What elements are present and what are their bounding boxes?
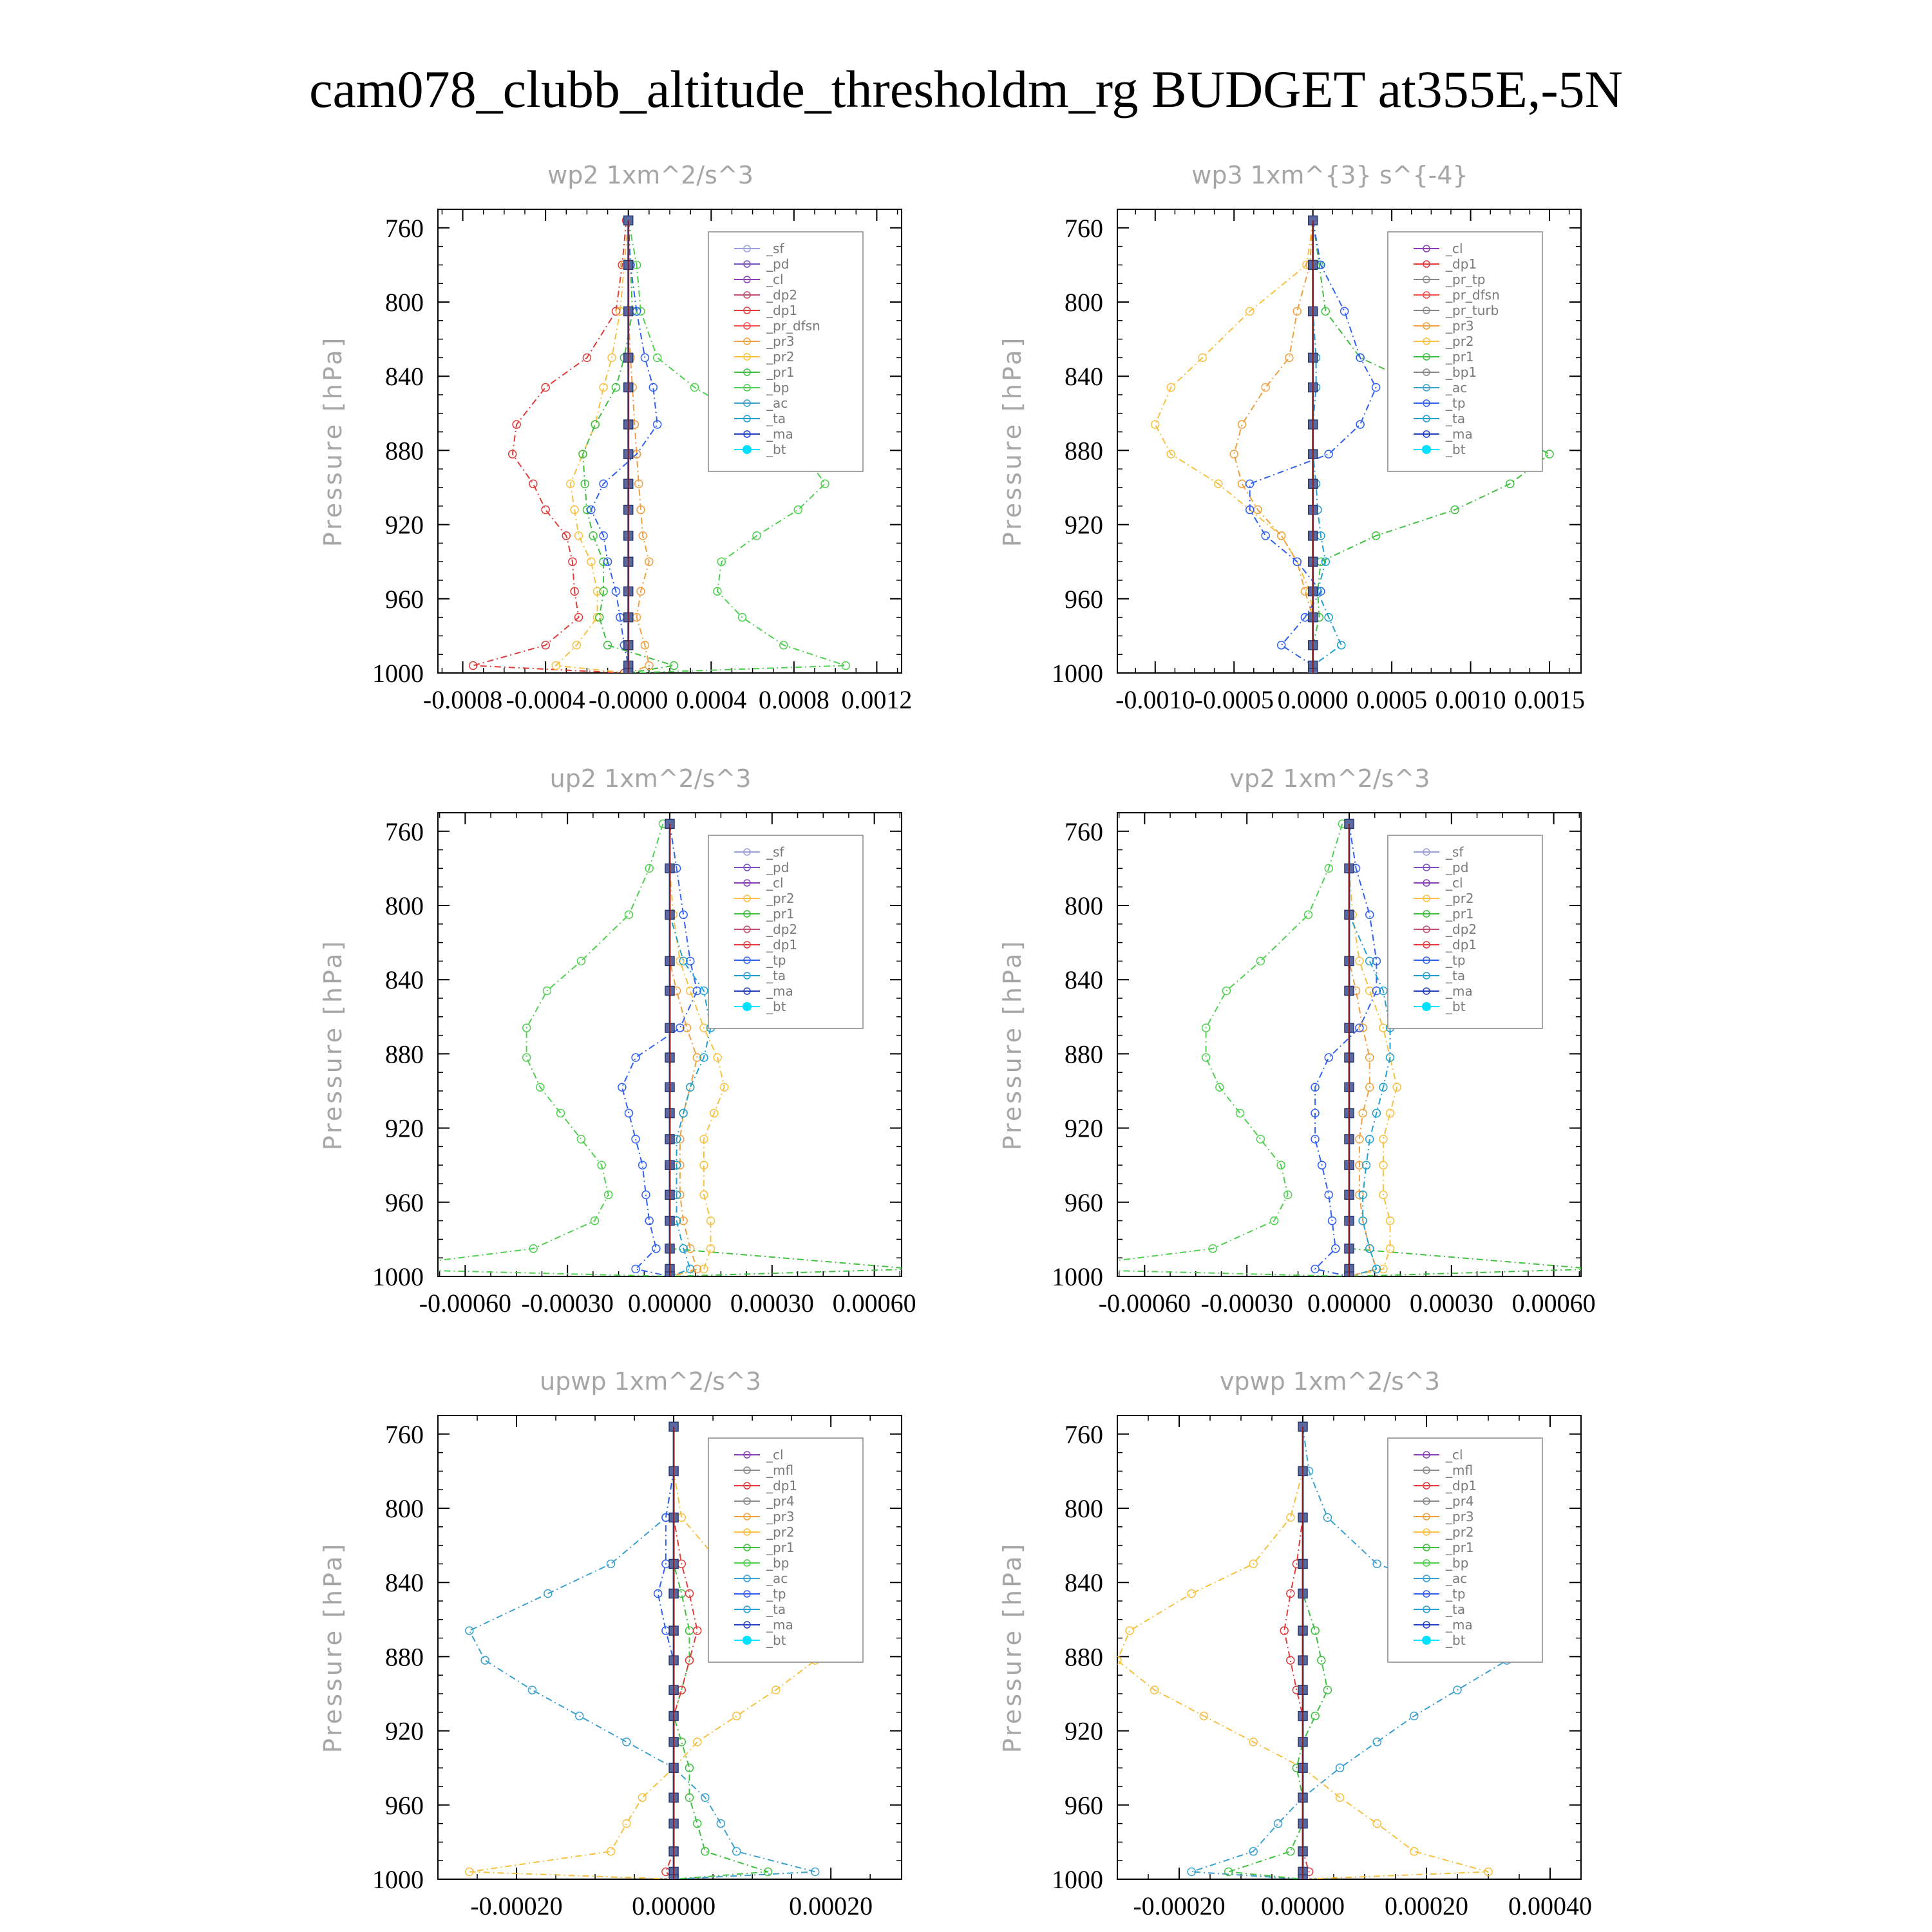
- data-point: [469, 661, 477, 669]
- legend-label: _pr3: [766, 1509, 795, 1524]
- data-point: [542, 383, 549, 391]
- legend-label: _tp: [766, 1586, 786, 1602]
- legend-label: _pr_tp: [1446, 272, 1486, 287]
- panel-title: wp2 1xm^2/s^3: [547, 161, 753, 189]
- series-line-pr2: [1155, 220, 1313, 673]
- chart-panel-2: [998, 161, 1585, 714]
- y-tick-label: 1000: [372, 1865, 424, 1894]
- legend-label: _dp1: [1446, 1478, 1477, 1493]
- data-point: [1287, 1513, 1294, 1521]
- y-tick-label: 760: [1065, 213, 1103, 243]
- x-tick-label: -0.0000: [589, 685, 668, 714]
- legend-marker: [743, 445, 752, 454]
- data-point: [733, 1712, 741, 1720]
- legend-label: _tp: [1446, 395, 1466, 411]
- legend-label: _dp2: [766, 287, 798, 303]
- legend-label: _ta: [766, 411, 786, 426]
- y-tick-label: 840: [385, 1568, 424, 1598]
- y-tick-label: 880: [385, 1039, 424, 1069]
- data-point: [652, 1245, 660, 1253]
- legend-label: _bt: [766, 1633, 786, 1648]
- y-tick-label: 800: [1065, 288, 1103, 317]
- data-point: [1373, 1560, 1381, 1567]
- y-axis-label: Pressure [hPa]: [998, 938, 1027, 1151]
- x-tick-label: -0.0010: [1115, 685, 1195, 714]
- data-point: [1301, 587, 1309, 595]
- y-tick-label: 880: [1065, 436, 1103, 466]
- x-tick-label: -0.00030: [1200, 1289, 1293, 1318]
- data-point: [1236, 1110, 1244, 1117]
- y-tick-label: 800: [1065, 1494, 1103, 1523]
- data-point: [1287, 1656, 1294, 1664]
- legend-label: _pr1: [766, 365, 795, 380]
- data-point: [654, 354, 661, 361]
- data-point: [1304, 911, 1312, 918]
- x-tick-label: 0.00060: [832, 1289, 916, 1318]
- panel-title: upwp 1xm^2/s^3: [540, 1367, 761, 1396]
- series-line-tp: [1313, 220, 1341, 673]
- y-tick-label: 760: [1065, 817, 1103, 846]
- data-point: [1151, 421, 1159, 428]
- y-tick-label: 760: [385, 817, 424, 846]
- data-point: [701, 1848, 709, 1855]
- x-tick-label: 0.0012: [841, 685, 913, 714]
- data-point: [529, 480, 537, 488]
- data-point: [607, 1560, 614, 1567]
- legend-label: _ta: [1446, 411, 1466, 426]
- data-point: [662, 1868, 670, 1875]
- y-tick-label: 760: [1065, 1419, 1103, 1449]
- x-tick-label: 0.0010: [1435, 685, 1506, 714]
- legend-marker: [743, 1636, 752, 1645]
- legend-label: _dp1: [1446, 256, 1477, 272]
- legend-marker: [1422, 1002, 1431, 1011]
- chart-panel-3: [319, 764, 919, 1318]
- data-point: [1410, 1848, 1418, 1855]
- data-point: [1256, 1135, 1264, 1143]
- y-tick-label: 1000: [372, 1262, 424, 1291]
- x-tick-label: 0.00020: [789, 1891, 873, 1920]
- data-point: [632, 1054, 639, 1061]
- legend-label: _ta: [1446, 1602, 1466, 1617]
- series-line-pr2: [670, 824, 697, 1276]
- data-point: [1323, 1686, 1331, 1694]
- legend-label: _ma: [1446, 426, 1473, 442]
- data-point: [1262, 532, 1269, 540]
- y-tick-label: 800: [1065, 891, 1103, 920]
- x-tick-label: 0.00020: [1385, 1891, 1468, 1920]
- data-point: [618, 1083, 626, 1091]
- x-tick-label: 0.00030: [730, 1289, 814, 1318]
- legend-label: _cl: [766, 272, 784, 287]
- y-tick-label: 840: [1065, 362, 1103, 392]
- legend-label: _sf: [1446, 844, 1464, 860]
- legend-marker: [1422, 1636, 1431, 1645]
- y-axis-label: Pressure [hPa]: [998, 335, 1027, 547]
- legend-label: _ta: [766, 968, 786, 983]
- y-tick-label: 960: [385, 1790, 424, 1820]
- data-point: [623, 1738, 630, 1746]
- legend-label: _dp1: [766, 937, 798, 952]
- x-tick-label: 0.00040: [1508, 1891, 1592, 1920]
- legend-label: _sf: [766, 241, 784, 256]
- legend-label: _cl: [1446, 241, 1463, 256]
- y-tick-label: 760: [385, 213, 424, 243]
- data-point: [638, 1794, 646, 1801]
- data-point: [794, 506, 802, 514]
- data-point: [1325, 450, 1332, 458]
- data-point: [604, 641, 612, 649]
- legend-label: _dp2: [766, 922, 798, 937]
- legend-label: _bp: [766, 1555, 790, 1571]
- series-line-ta: [622, 824, 697, 1276]
- y-tick-label: 760: [385, 1419, 424, 1449]
- data-point: [1311, 1135, 1319, 1143]
- legend-label: _pr1: [1446, 349, 1474, 365]
- y-tick-label: 1000: [1052, 1865, 1103, 1894]
- data-point: [1387, 1217, 1394, 1225]
- series-line-pr4: [666, 1426, 697, 1879]
- legend-marker: [743, 1002, 752, 1011]
- data-point: [632, 1265, 639, 1273]
- data-point: [625, 911, 632, 918]
- data-point: [1238, 480, 1245, 488]
- y-tick-label: 1000: [1052, 1262, 1103, 1291]
- legend-label: _ac: [766, 395, 788, 411]
- legend-label: _pr_dfsn: [766, 318, 820, 334]
- data-point: [1373, 1820, 1381, 1828]
- legend-label: _sf: [766, 844, 784, 860]
- x-tick-label: 0.00030: [1409, 1289, 1493, 1318]
- legend-label: _pr3: [1446, 1509, 1474, 1524]
- chart-panel-6: [998, 1367, 1592, 1920]
- y-axis-label: Pressure [hPa]: [319, 335, 347, 547]
- y-axis-label: Pressure [hPa]: [998, 1541, 1027, 1754]
- y-tick-label: 960: [385, 584, 424, 614]
- legend-label: _pd: [766, 860, 790, 875]
- data-point: [1318, 1656, 1325, 1664]
- panel-title: vpwp 1xm^2/s^3: [1219, 1367, 1441, 1396]
- chart-panel-5: [319, 1367, 902, 1920]
- x-tick-label: -0.00060: [1098, 1289, 1191, 1318]
- y-tick-label: 920: [1065, 1113, 1103, 1143]
- data-point: [542, 506, 549, 514]
- data-point: [717, 1820, 724, 1828]
- legend-label: _bp: [1446, 1555, 1469, 1571]
- data-point: [694, 1820, 701, 1828]
- data-point: [625, 1110, 632, 1117]
- data-point: [677, 1686, 685, 1694]
- data-point: [1387, 1110, 1394, 1117]
- legend-label: _pr2: [1446, 891, 1474, 906]
- legend-label: _pr3: [1446, 318, 1474, 334]
- data-point: [1262, 383, 1269, 391]
- y-tick-label: 800: [385, 1494, 424, 1523]
- series-line-pr3: [629, 220, 649, 673]
- data-point: [1202, 1054, 1210, 1061]
- legend-label: _cl: [766, 875, 784, 891]
- data-point: [1311, 1712, 1319, 1720]
- series-line-ma: [670, 824, 711, 1276]
- legend-label: _pr_dfsn: [1446, 287, 1500, 303]
- panel-title: wp3 1xm^{3} s^{-4}: [1191, 161, 1468, 189]
- y-tick-label: 960: [1065, 1790, 1103, 1820]
- series-line-ta: [1315, 824, 1376, 1276]
- data-point: [1379, 1161, 1387, 1169]
- legend-label: _pd: [766, 256, 790, 272]
- legend-label: _dp2: [1446, 922, 1477, 937]
- legend-label: _dp1: [766, 1478, 798, 1493]
- data-point: [1359, 1110, 1367, 1117]
- x-tick-label: 0.00000: [1307, 1289, 1391, 1318]
- legend-label: _pr4: [766, 1493, 795, 1509]
- figure-title: cam078_clubb_altitude_thresholdm_rg BUDGET at355E,-5N: [309, 60, 1623, 118]
- data-point: [577, 1135, 585, 1143]
- legend-label: _bt: [1446, 1633, 1466, 1648]
- data-point: [677, 1738, 685, 1746]
- data-point: [1546, 450, 1553, 458]
- y-tick-label: 800: [385, 288, 424, 317]
- x-tick-label: -0.00020: [1133, 1891, 1226, 1920]
- legend-label: _pr2: [766, 349, 795, 365]
- data-point: [1373, 1738, 1381, 1746]
- data-point: [1126, 1627, 1133, 1634]
- legend-label: _pr1: [1446, 1540, 1474, 1555]
- legend-label: _cl: [1446, 875, 1463, 891]
- data-point: [466, 1627, 473, 1634]
- series-line-pr2: [1349, 824, 1376, 1276]
- data-point: [557, 1110, 565, 1117]
- legend-label: _mfl: [766, 1463, 794, 1478]
- legend-label: _bp: [766, 380, 790, 395]
- legend-label: _dp1: [766, 303, 798, 318]
- legend-label: _bt: [766, 442, 786, 457]
- data-point: [1256, 957, 1264, 965]
- legend-label: _ma: [766, 426, 793, 442]
- chart-panel-1: [319, 161, 912, 714]
- data-point: [1591, 1265, 1598, 1273]
- data-point: [481, 1656, 489, 1664]
- data-point: [577, 957, 585, 965]
- chart-panel-4: [998, 764, 1598, 1318]
- legend-label: _ma: [1446, 983, 1473, 999]
- x-tick-label: -0.00020: [470, 1891, 563, 1920]
- data-point: [1338, 641, 1345, 649]
- series-line-ta: [658, 1426, 674, 1879]
- legend-label: _pr2: [1446, 1524, 1474, 1540]
- y-tick-label: 880: [1065, 1039, 1103, 1069]
- legend-label: _mfl: [1446, 1463, 1473, 1478]
- x-tick-label: -0.00060: [419, 1289, 512, 1318]
- legend-label: _tp: [766, 952, 786, 968]
- x-tick-label: -0.0008: [422, 685, 503, 714]
- legend-label: _pr4: [1446, 1493, 1474, 1509]
- legend-label: _ac: [1446, 380, 1468, 395]
- y-tick-label: 800: [385, 891, 424, 920]
- legend-label: _tp: [1446, 952, 1466, 968]
- legend-label: _pr_turb: [1446, 303, 1499, 318]
- data-point: [1188, 1589, 1195, 1597]
- legend-label: _bp1: [1446, 365, 1477, 380]
- legend-label: _ta: [766, 1602, 786, 1617]
- legend-label: _pr1: [766, 1540, 795, 1555]
- legend-label: _bt: [766, 999, 786, 1014]
- x-tick-label: 0.0015: [1514, 685, 1586, 714]
- panel-title: up2 1xm^2/s^3: [549, 764, 752, 793]
- y-tick-label: 880: [1065, 1642, 1103, 1672]
- y-tick-label: 920: [385, 510, 424, 540]
- x-tick-label: 0.00000: [628, 1289, 712, 1318]
- legend-label: _ac: [1446, 1571, 1468, 1586]
- data-point: [1238, 421, 1245, 428]
- data-point: [1287, 1848, 1294, 1855]
- x-tick-label: 0.0008: [758, 685, 829, 714]
- data-point: [612, 383, 620, 391]
- y-axis-label: Pressure [hPa]: [319, 938, 347, 1151]
- data-point: [1366, 911, 1374, 918]
- legend-label: _pr1: [766, 906, 795, 922]
- y-axis-label: Pressure [hPa]: [319, 1541, 347, 1754]
- series-line-bp: [1229, 1426, 1328, 1879]
- legend-label: _ma: [766, 983, 793, 999]
- legend-label: _bt: [1446, 442, 1466, 457]
- data-point: [623, 1820, 630, 1828]
- x-tick-label: 0.00000: [632, 1891, 716, 1920]
- series-line-dp1: [473, 220, 627, 673]
- y-tick-label: 840: [1065, 1568, 1103, 1598]
- series-line-pr3: [1234, 220, 1313, 673]
- x-tick-label: 0.0004: [676, 685, 747, 714]
- x-tick-label: -0.00030: [521, 1289, 614, 1318]
- legend-label: _pd: [1446, 860, 1469, 875]
- legend-label: _cl: [1446, 1447, 1463, 1463]
- y-tick-label: 1000: [372, 659, 424, 688]
- y-tick-label: 920: [385, 1113, 424, 1143]
- data-point: [1325, 1054, 1332, 1061]
- y-tick-label: 1000: [1052, 659, 1103, 688]
- x-tick-label: -0.0005: [1194, 685, 1274, 714]
- data-point: [1285, 354, 1293, 361]
- data-point: [1274, 1820, 1282, 1828]
- legend-label: _pr2: [766, 1524, 795, 1540]
- y-tick-label: 920: [385, 1716, 424, 1746]
- data-point: [821, 480, 829, 488]
- y-tick-label: 880: [385, 436, 424, 466]
- x-tick-label: -0.0004: [506, 685, 585, 714]
- y-tick-label: 960: [385, 1188, 424, 1217]
- data-point: [1366, 1054, 1374, 1061]
- series-line-ma: [1349, 824, 1390, 1276]
- y-tick-label: 960: [1065, 584, 1103, 614]
- legend-label: _ac: [766, 1571, 788, 1586]
- legend-label: _cl: [766, 1447, 784, 1463]
- legend-label: _tp: [1446, 1586, 1466, 1602]
- data-point: [523, 1054, 531, 1061]
- x-tick-label: 0.0005: [1356, 685, 1428, 714]
- y-tick-label: 840: [385, 965, 424, 995]
- y-tick-label: 960: [1065, 1188, 1103, 1217]
- legend-label: _bt: [1446, 999, 1466, 1014]
- data-point: [1230, 450, 1238, 458]
- legend-label: _pr2: [766, 891, 795, 906]
- legend-label: _ta: [1446, 968, 1466, 983]
- x-tick-label: 0.00000: [1261, 1891, 1345, 1920]
- y-tick-label: 840: [385, 362, 424, 392]
- legend-label: _ma: [766, 1617, 793, 1633]
- data-point: [528, 1686, 536, 1694]
- panel-title: vp2 1xm^2/s^3: [1229, 764, 1430, 793]
- series-line-pr4: [1284, 1426, 1309, 1879]
- data-point: [1341, 307, 1349, 315]
- legend-label: _pr1: [1446, 906, 1474, 922]
- data-point: [694, 1738, 701, 1746]
- data-point: [811, 1868, 819, 1875]
- data-point: [1356, 421, 1364, 428]
- x-tick-label: 0.0000: [1277, 685, 1349, 714]
- x-tick-label: 0.00060: [1511, 1289, 1596, 1318]
- data-point: [1278, 641, 1285, 649]
- legend-label: _pr2: [1446, 334, 1474, 349]
- legend-label: _dp1: [1446, 937, 1477, 952]
- y-tick-label: 840: [1065, 965, 1103, 995]
- legend-label: _ma: [1446, 1617, 1473, 1633]
- legend-marker: [1422, 445, 1431, 454]
- legend-label: _pr3: [766, 334, 795, 349]
- data-point: [911, 1265, 919, 1273]
- y-tick-label: 880: [385, 1642, 424, 1672]
- y-tick-label: 920: [1065, 1716, 1103, 1746]
- y-tick-label: 920: [1065, 510, 1103, 540]
